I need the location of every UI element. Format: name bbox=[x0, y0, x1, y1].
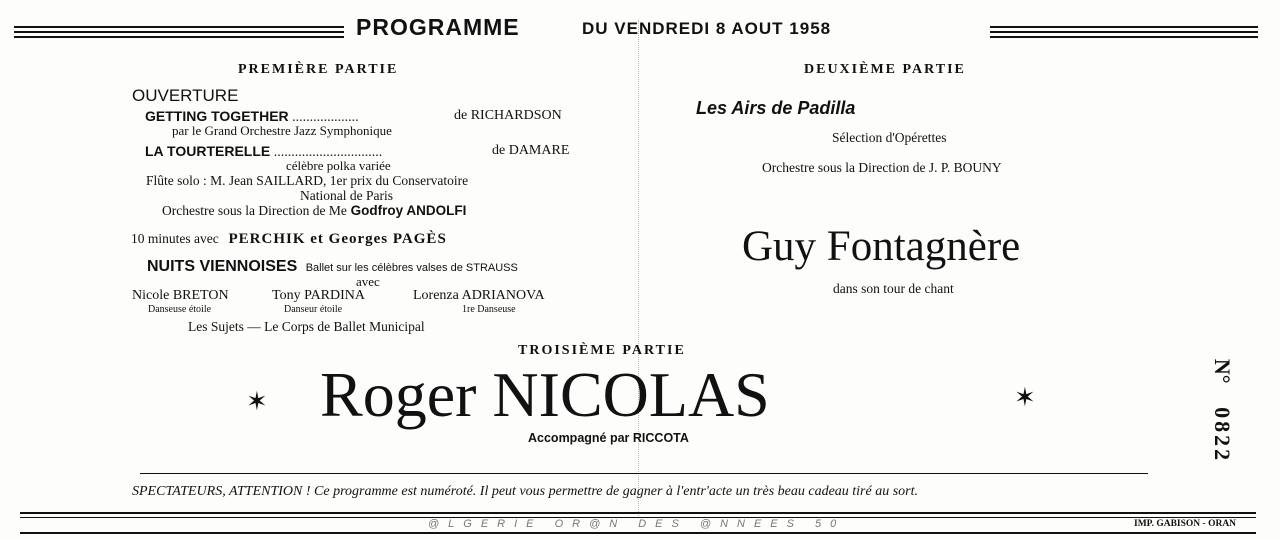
piece2-composer: de DAMARE bbox=[492, 143, 570, 158]
number-label: N° bbox=[1210, 358, 1236, 384]
airs-de-padilla: Les Airs de Padilla bbox=[696, 98, 856, 118]
part2-heading: DEUXIÈME PARTIE bbox=[804, 62, 966, 77]
footer-rule-3 bbox=[20, 532, 1256, 534]
ouverture-label: OUVERTURE bbox=[132, 86, 239, 105]
fold-line bbox=[638, 20, 639, 520]
piece1-composer: de RICHARDSON bbox=[454, 108, 562, 123]
perchik-line bbox=[131, 231, 447, 248]
header-rule-left-3 bbox=[14, 36, 344, 38]
programme-title: PROGRAMME bbox=[356, 14, 520, 40]
header-rule-right-3 bbox=[990, 36, 1258, 38]
number-value: 0822 bbox=[1210, 407, 1236, 464]
piece1-note: par le Grand Orchestre Jazz Symphonique bbox=[172, 123, 392, 138]
piece2-dots: ............................... bbox=[270, 145, 383, 160]
programme-number bbox=[1209, 359, 1235, 463]
piece1-title: GETTING TOGETHER bbox=[145, 108, 289, 124]
perchik-names: PERCHIK et Georges PAGÈS bbox=[228, 231, 447, 247]
watermark: @LGERIE OR@N DES @NNEES 50 bbox=[424, 518, 849, 530]
ten-minutes-label: 10 minutes avec bbox=[131, 231, 219, 246]
nuits-description: Ballet sur les célèbres valses de STRAUSS bbox=[305, 262, 518, 274]
orchestre-bouny: Orchestre sous la Direction de J. P. BOUNY bbox=[762, 160, 1002, 175]
spectators-notice: SPECTATEURS, ATTENTION ! Ce programme est numéroté. Il peut vous permettre de gagner à l'entr'acte un très beau cadeau tiré au sort. bbox=[132, 484, 919, 499]
star-icon-left: ✶ bbox=[246, 386, 268, 416]
accompagne-riccota: Accompagné par RICCOTA bbox=[528, 431, 689, 445]
header-rule-left-1 bbox=[14, 26, 344, 28]
header-rule-right-2 bbox=[990, 31, 1258, 33]
piece2-note: célèbre polka variée bbox=[286, 158, 391, 173]
part1-heading: PREMIÈRE PARTIE bbox=[238, 62, 399, 77]
flute-line-1: Flûte solo : M. Jean SAILLARD, 1er prix du Conservatoire bbox=[146, 173, 469, 188]
avec-label: avec bbox=[356, 274, 380, 289]
footer-rule-1 bbox=[20, 512, 1256, 514]
orchestra-direction bbox=[162, 203, 466, 219]
header-rule-right-1 bbox=[990, 26, 1258, 28]
programme-date: DU VENDREDI 8 AOUT 1958 bbox=[582, 19, 832, 38]
header-rule-left-2 bbox=[14, 31, 344, 33]
dancer1-name: Nicole BRETON bbox=[132, 288, 229, 303]
dancer3-name: Lorenza ADRIANOVA bbox=[413, 288, 545, 303]
dancer2-role: Danseur étoile bbox=[284, 304, 343, 315]
printer-credit: IMP. GABISON - ORAN bbox=[1134, 519, 1237, 529]
nuits-viennoises-line bbox=[147, 258, 518, 276]
nuits-title: NUITS VIENNOISES bbox=[147, 258, 298, 275]
piece2-title: LA TOURTERELLE bbox=[145, 143, 271, 159]
orch-prefix: Orchestre sous la Direction de Me bbox=[162, 203, 347, 218]
part3-heading: TROISIÈME PARTIE bbox=[518, 343, 686, 358]
notice-rule bbox=[140, 473, 1148, 474]
tour-de-chant: dans son tour de chant bbox=[833, 281, 954, 296]
dancer1-role: Danseuse étoile bbox=[148, 304, 212, 315]
selection-operettes: Sélection d'Opérettes bbox=[832, 130, 947, 145]
dancer3-role: 1re Danseuse bbox=[462, 304, 516, 315]
flute-line-2: National de Paris bbox=[300, 188, 393, 203]
star-icon-right: ✶ bbox=[1014, 382, 1036, 412]
orch-name: Godfroy ANDOLFI bbox=[350, 203, 467, 218]
guy-fontagnere: Guy Fontagnère bbox=[742, 223, 1021, 270]
dancer2-name: Tony PARDINA bbox=[272, 288, 366, 303]
corps-de-ballet: Les Sujets — Le Corps de Ballet Municipal bbox=[188, 319, 425, 334]
piece1-dots: ................... bbox=[288, 110, 359, 125]
roger-nicolas: Roger NICOLAS bbox=[320, 359, 770, 430]
